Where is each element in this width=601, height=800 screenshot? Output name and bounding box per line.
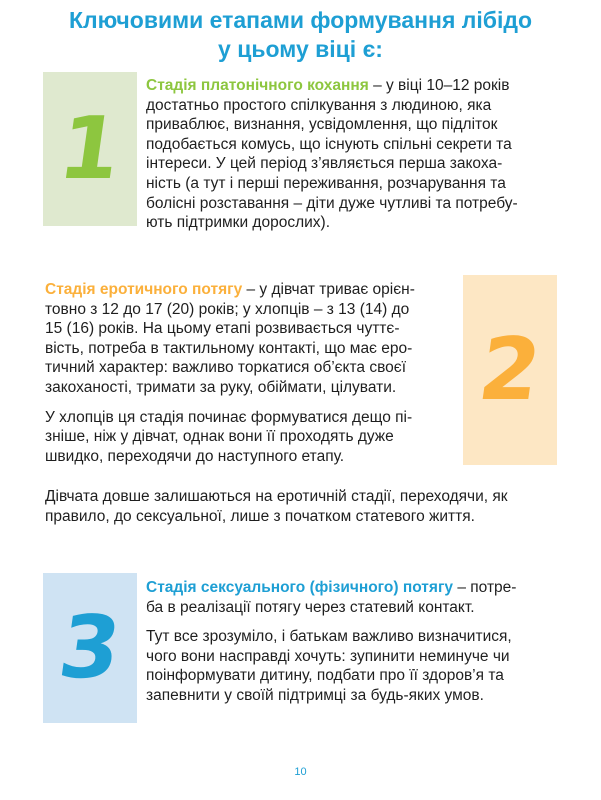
- stage-3-number: 3: [53, 598, 127, 698]
- page-number: 10: [294, 766, 307, 778]
- stage-3-line: Тут все зрозуміло, і батькам важливо визначитися,: [146, 628, 512, 646]
- stage-1-number-tile: [43, 72, 137, 226]
- stage-2-line: вість, потреба в тактильному контакті, що має еро-: [45, 339, 413, 357]
- page-title-line-1: Ключовими етапами формування лібідо: [69, 7, 532, 33]
- stage-1-line: ність (а тут і перші переживання, розчарування та: [146, 174, 506, 192]
- stage-3-line: поінформувати дитину, подбати про її здоров’я та: [146, 667, 504, 685]
- stage-2-line: тичний характер: важливо торкатися об’єкта своєї: [45, 359, 407, 377]
- stage-3-paragraph-2: [146, 627, 558, 705]
- stage-1-line: інтереси. У цей період з’являється перша закоха-: [146, 155, 503, 173]
- page-title: [0, 6, 601, 64]
- stage-2-line: швидко, переходячи до наступного етапу.: [45, 447, 345, 465]
- stage-1-text: [146, 76, 558, 233]
- stage-2-paragraph-2: [45, 408, 454, 467]
- stage-2-line: правило, до сексуальної, лише з початком статевого життя.: [45, 507, 475, 525]
- stage-2-number: 2: [473, 320, 547, 420]
- stage-1-heading: Стадія платонічного кохання: [146, 77, 369, 94]
- stage-1-line: ють підтримки дорослих).: [146, 214, 331, 232]
- stage-2-line: закоханості, тримати за руку, обіймати, цілувати.: [45, 378, 397, 396]
- stage-2-paragraph-1: [45, 280, 454, 398]
- stage-2-line: зніше, ніж у дівчат, однак вони її проходять дуже: [45, 428, 394, 446]
- stage-1-line: болісні розставання – діти дуже чутливі та потребу-: [146, 194, 518, 212]
- stage-1-line: подобається комусь, що існують спільні секрети та: [146, 135, 512, 153]
- stage-2-number-tile: [463, 275, 557, 465]
- stage-3-line: чого вони насправді хочуть: зупинити неминуче чи: [146, 647, 510, 665]
- page-title-line-2: у цьому віці є:: [218, 36, 383, 62]
- stage-3-line: ба в реалізації потягу через статевий контакт.: [146, 598, 475, 616]
- stage-1-line: – у віці 10–12 років: [368, 77, 510, 94]
- stage-2-paragraph-3: [45, 487, 557, 526]
- stage-3-line: – потре-: [453, 579, 517, 596]
- stage-3-number-tile: [43, 573, 137, 723]
- stage-2-text: [45, 280, 454, 466]
- stage-3-line: запевнити у своїй підтримці за будь-яких умов.: [146, 686, 484, 704]
- stage-1-number: 1: [53, 99, 127, 199]
- stage-1-line: приваблює, визнання, усвідомлення, що підліток: [146, 116, 498, 134]
- stage-2-line: 15 (16) років. На цьому етапі розвивається чуттє-: [45, 320, 400, 338]
- stage-2-line: – у дівчат триває орієн-: [242, 281, 415, 298]
- stage-1-paragraph: [146, 76, 558, 233]
- stage-3-text: [146, 578, 558, 706]
- stage-1-line: достатньо простого спілкування з людиною, яка: [146, 96, 492, 114]
- stage-2-line: Дівчата довше залишаються на еротичній стадії, переходячи, як: [45, 488, 508, 505]
- stage-2-line: товно з 12 до 17 (20) років; у хлопців – з 13 (14) до: [45, 300, 410, 318]
- stage-3-paragraph-1: [146, 578, 558, 617]
- stage-3-heading: Стадія сексуального (фізичного) потягу: [146, 579, 454, 596]
- stage-2-heading: Стадія еротичного потягу: [45, 281, 243, 298]
- stage-2-line: У хлопців ця стадія починає формуватися дещо пі-: [45, 408, 413, 426]
